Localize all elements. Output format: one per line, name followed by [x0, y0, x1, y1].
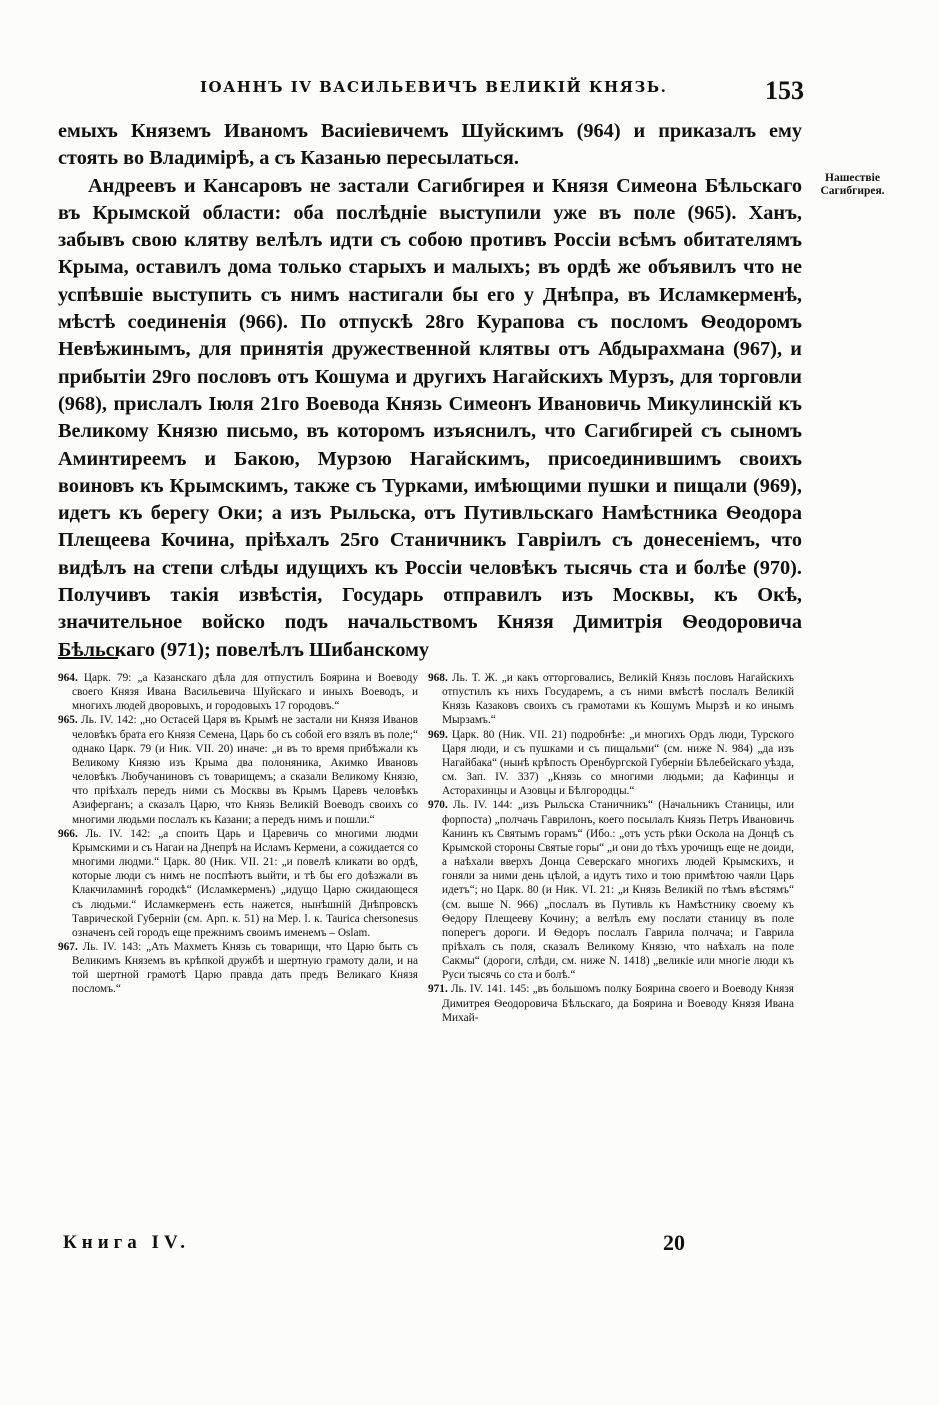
footnote-number: 971. [428, 983, 448, 996]
footnote-text: Ль. Т. Ж. „и какъ отторговались, Великій Князь пословъ Нагайскихъ отпустилъ къ нихъ Государемъ, а съ ними вмѣстѣ послалъ Великій Князь Казаковъ своихъ съ грамотами къ Кошумъ Мырзѣ и ко инымъ Мырзамъ.“ [442, 672, 795, 727]
margin-note: Нашествіе Сагибгирея. [820, 172, 885, 197]
footnote [58, 671, 418, 713]
footnote-number: 970. [428, 799, 448, 812]
footnote-number: 964. [58, 672, 78, 684]
footnote [428, 671, 794, 728]
footnote [58, 940, 418, 997]
footnotes-left-column [58, 671, 418, 997]
page-header [200, 78, 804, 108]
footnote [428, 982, 794, 1024]
paragraph: емыхъ Княземъ Иваномъ Васиіевичемъ Шуйскимъ (964) и приказалъ ему стоять во Владимірѣ, а съ Казанью пересылаться. [58, 120, 802, 170]
footnote-number: 969. [428, 728, 448, 741]
footnote-text: Ль. IV. 144: „изъ Рыльска Станичникъ“ (Начальникъ Станицы, или форпоста) „полчачь Гаврилонъ, коего посылалъ Князь Петръ Ивановичь Канинъ къ Святымъ горамъ“ (Ибо.: „отъ усть рѣки Оскола на Донцѣ съ Крымской стороны Святые горы“ „и они до тѣхъ урочищъ еще не доиди, а наѣхали вверхъ Донца Северскаго многихъ людей Крымскихъ, и гоняли за ними день цѣлой, а идутъ тихо и тою примѣтою чаяли Царь идетъ“; но Царк. 80 (и Ник. VI. 21: „и Князь Великій по тѣмъ вѣстямъ“ (см. выше N. 966) „послалъ въ Путивль къ Намѣстнику своему къ Ѳедору Плещееву Кочину; а велѣлъ ему послати станицу въ поле поперегъ дороги. И Ѳедоръ послалъ Гаврила полчача; и Гаврила пріѣхалъ съ поля, сказалъ Великому Князю, что наѣхалъ на поле Сакмы“ (дороги, слѣди, см. ниже N. 1418) „великіе или многіе люди къ Руси тысячь со ста и болѣ.“ [442, 799, 794, 982]
footnote-text: Ль. IV. 142: „а споить Царь и Царевичь со многими людми Крымскими и съ Нагаи на Днепрѣ на Исламъ Кермени, а сожидается со многими людми.“ Царк. 80 (Ник. VII. 21: „и повелѣ кликати во ордѣ, которые люди съ нимъ не поспѣютъ выйти, и тѣ бы его доѣзжали въ Клакчиламинѣ городкѣ“ (Исламкерменъ) „идущо Царю сжидающеся съ людьми.“ Исламкерменъ есть нажется, нынѣшній Днѣпровскъ Таврической Губерніи (см. Арп. к. 51) на Мер. l. к. Taurica chersonesus означенъ сей городъ еще прежнимъ своимъ именемъ – Oslam. [72, 827, 418, 939]
footnote-text: Ль. IV. 141. 145: „въ большомъ полку Боярина своего и Воеводу Князя Димитрея Ѳеодоровича Бѣльскаго, да Боярина и Воеводу Князя Ивана Михай- [442, 983, 795, 1024]
footnote-number: 966. [58, 827, 78, 840]
signature-mark: Книга IV. [63, 1232, 190, 1253]
page-number: 153 [765, 76, 804, 105]
footnotes-right-column [428, 671, 794, 1025]
footnote-text: Царк. 80 (Ник. VII. 21) подробнѣе: „и многихъ Ордъ люди, Турского Царя люди, и съ пушками и съ пищальми“ (см. ниже N. 984) „да изъ Нагайбака“ (нынѣ крѣпость Оренбургской Губерніи Бѣлебейскаго уѣзда, см. Зап. IV. 337) „Князь со многими людьми; да Кафинцы и Асторахинцы и Азовцы и Бѣлгородцы.“ [442, 728, 795, 798]
footnote-text: Ль. IV. 143: „Ать Махметъ Князь съ товарищи, что Царю быть съ Великимъ Княземъ въ крѣпкой дружбѣ и шертную грамоту дали, и на той шертной грамотѣ Царю правда дать предъ Великаго Князя посломъ.“ [72, 940, 418, 996]
sheet-number: 20 [663, 1230, 685, 1255]
paragraph: Андреевъ и Кансаровъ не застали Сагибгирея и Князя Симеона Бѣльскаго въ Крымской области: оба послѣдніе выступили уже въ поле (965). Ханъ, забывъ свою клятву велѣлъ идти съ собою противъ Россіи всѣмъ обитателямъ Крыма, оставилъ дома только старыхъ и малыхъ; въ ордѣ же объявилъ что не успѣвшіе выступить съ нимъ настигали бы его у Днѣпра, въ Исламкерменѣ, мѣстѣ соединенія (966). По отпускѣ 28го Курапова съ посломъ Ѳеодоромъ Невѣжинымъ, для принятія дружественной клятвы отъ Абдырахмана (967), и прибытіи 29го пословъ отъ Кошума и другихъ Нагайскихъ Мурзъ, для торговли (968), прислалъ Іюля 21го Воевода Князь Симеонъ Ивановичь Микулинскій къ Великому Князю письмо, въ которомъ изъяснилъ, что Сагибгирей съ сыномъ Аминтиреемъ и Бакою, Мурзою Нагайскимъ, присоединившимъ своихъ воиновъ къ Крымскимъ, также съ Турками, имѣющими пушки и пищали (969), идетъ къ берегу Оки; а изъ Рыльска, отъ Путивльскаго Намѣстника Ѳеодора Плещеева Кочина, пріѣхалъ 25го Станичникъ Гавріилъ съ донесеніемъ, что видѣлъ на степи слѣды идущихъ къ Россіи человѣкъ тысячь ста и болѣе (970). Получивъ такія извѣстія, Государь отправилъ изъ Москвы, къ Окѣ, значительное войско подъ начальствомъ Князя Димитрія Ѳеодоровича Бѣльскаго (971); повелѣлъ Шибанскому [58, 174, 802, 661]
footnote [428, 728, 794, 799]
footnote-divider [58, 657, 118, 659]
footnote [58, 713, 418, 826]
footnote-text: Цapк. 79: „а Казанскаго дѣла для отпустилъ Боярина и Воеводу своего Князя Ивана Васильевича Шуйскаго и иныхъ Воеводъ, и многихъ людей дворовыхъ, и городовыхъ 17 городовъ.“ [72, 672, 418, 713]
footnote-number: 965. [58, 714, 78, 727]
footnote [428, 798, 794, 982]
footnote-text: Ль. IV. 142: „но Остасей Царя въ Крымѣ не застали ни Князя Иванов человѣкъ брата его Князя Семена, Царь бо съ собой его взялъ въ поле;“ однако Царк. 79 (и Ник. VII. 20) иначе: „и въ то время прибѣжали къ Великому Князю изъ Крыма два полоняника, Акимко Ивановъ человѣкъ Любучаниновъ съ товарищемъ; а сказали Великому Князю, что пріѣхалъ передъ ними съ Москвы въ Крымъ Царевъ человѣкъ Азиферганъ; а сказалъ Царю, что Князь Великій Воеводъ своихъ со многими людьми послалъ къ Казани; а передъ нимъ и пошли.“ [72, 714, 418, 826]
footnote [58, 827, 418, 940]
main-text [58, 118, 802, 664]
footnote-number: 968. [428, 672, 448, 684]
running-title: ІОАННЪ IV ВАСИЛЬЕВИЧЪ ВЕЛИКІЙ КНЯЗЬ. [200, 78, 668, 96]
footnote-number: 967. [58, 940, 78, 953]
